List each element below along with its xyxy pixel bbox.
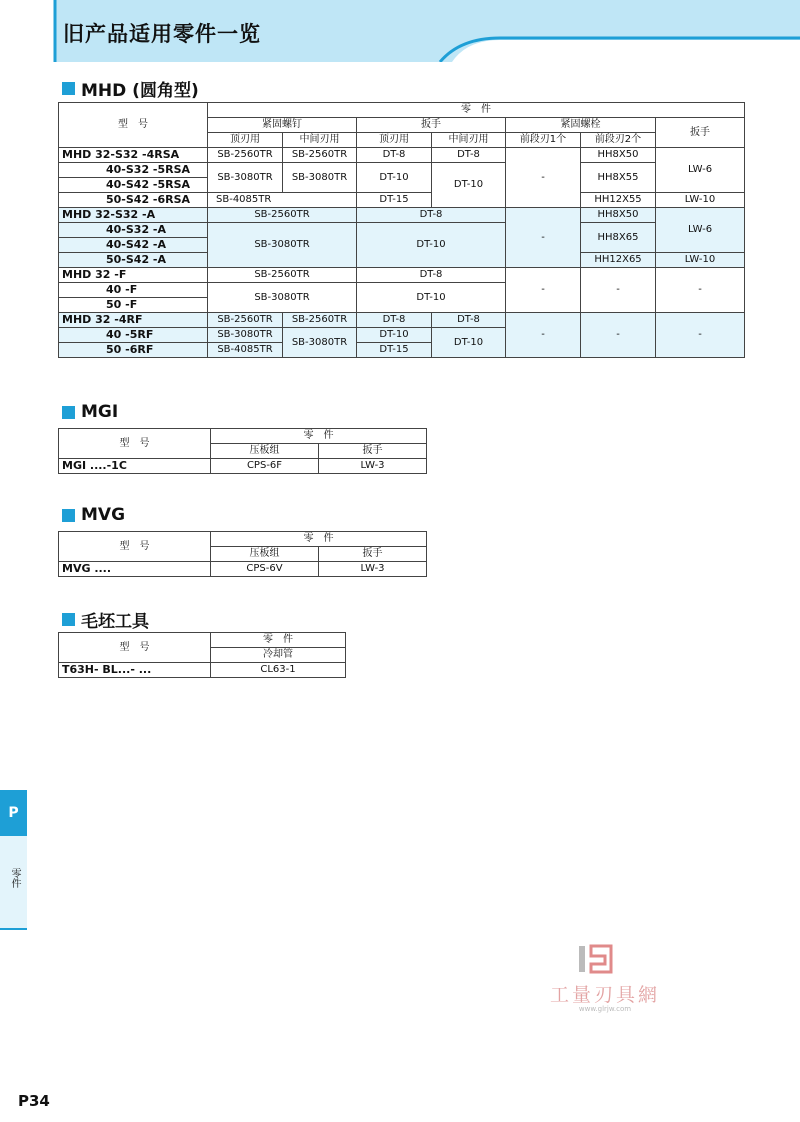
page-number: P34 <box>18 1092 50 1110</box>
cell: SB-3080TR <box>208 163 283 193</box>
cell: SB-4085TR <box>208 343 283 358</box>
cell: DT-8 <box>357 268 506 283</box>
section-blank-tools <box>62 607 149 632</box>
cell: SB-3080TR <box>283 328 357 358</box>
side-tab-letter: P <box>0 790 27 836</box>
model-cell: MHD 32-S32 -4RSA <box>59 148 208 163</box>
cell: - <box>656 313 745 358</box>
cell: LW-6 <box>656 208 745 253</box>
cell: HH8X55 <box>581 163 656 193</box>
model-cell: 50-S42 -6RSA <box>59 193 208 208</box>
section-marker-icon <box>62 613 75 626</box>
model-cell: 40-S42 -5RSA <box>59 178 208 193</box>
cell: SB-2560TR <box>208 268 357 283</box>
model-cell: MHD 32 -F <box>59 268 208 283</box>
model-cell: 50 -F <box>59 298 208 313</box>
cell: CPS-6V <box>211 562 319 577</box>
model-cell: 40 -F <box>59 283 208 298</box>
section-marker-icon <box>62 509 75 522</box>
cell: DT-10 <box>432 328 506 358</box>
cell: LW-10 <box>656 193 745 208</box>
cell: DT-10 <box>432 163 506 208</box>
mvg-table <box>58 531 427 577</box>
cell: SB-2560TR <box>208 148 283 163</box>
col-header-top: 顶刃用 <box>208 133 283 148</box>
col-header-wrench: 扳手 <box>319 547 427 562</box>
section-marker-icon <box>62 82 75 95</box>
cell: LW-3 <box>319 562 427 577</box>
model-cell: MHD 32-S32 -A <box>59 208 208 223</box>
cell: DT-10 <box>357 163 432 193</box>
cell: DT-8 <box>432 148 506 163</box>
side-tab-label-box <box>0 836 27 930</box>
side-tab[interactable] <box>0 790 27 930</box>
col-header-model: 型 号 <box>59 633 211 663</box>
cell: DT-8 <box>357 148 432 163</box>
cell: - <box>506 268 581 313</box>
col-header-model: 型 号 <box>59 429 211 459</box>
cell: DT-10 <box>357 223 506 268</box>
cell: DT-10 <box>357 283 506 313</box>
section-mhd <box>62 76 199 101</box>
cell: SB-3080TR <box>208 283 357 313</box>
model-cell: 40-S42 -A <box>59 238 208 253</box>
mgi-table <box>58 428 427 474</box>
section-title: MHD (圆角型) <box>81 81 199 101</box>
cell: DT-15 <box>357 343 432 358</box>
model-cell: T63H- BL...- ... <box>59 663 211 678</box>
col-header-bolt: 紧固螺栓 <box>506 118 656 133</box>
model-cell: 40 -5RF <box>59 328 208 343</box>
col-header-spanner: 扳手 <box>656 118 745 148</box>
cell: HH8X50 <box>581 208 656 223</box>
col-header-model: 型 号 <box>59 103 208 148</box>
col-header-clamp: 压板组 <box>211 444 319 459</box>
col-header-parts: 零 件 <box>211 633 346 648</box>
cell: LW-3 <box>319 459 427 474</box>
cell: DT-15 <box>357 193 432 208</box>
model-cell: MGI ....-1C <box>59 459 211 474</box>
col-header-front1: 前段刃1个 <box>506 133 581 148</box>
col-header-parts: 零 件 <box>211 429 427 444</box>
model-cell: 50 -6RF <box>59 343 208 358</box>
cell: CPS-6F <box>211 459 319 474</box>
cell: SB-4085TR <box>208 193 357 208</box>
side-tab-label: 零件 <box>9 868 20 888</box>
section-mvg <box>62 505 125 525</box>
section-marker-icon <box>62 406 75 419</box>
cell: CL63-1 <box>211 663 346 678</box>
col-header-cooling: 冷却管 <box>211 648 346 663</box>
cell: DT-8 <box>357 208 506 223</box>
cell: - <box>581 268 656 313</box>
model-cell: 40-S32 -5RSA <box>59 163 208 178</box>
cell: - <box>506 148 581 208</box>
col-header-wrench: 扳手 <box>357 118 506 133</box>
model-cell: MHD 32 -4RF <box>59 313 208 328</box>
cell: HH12X65 <box>581 253 656 268</box>
cell: DT-8 <box>357 313 432 328</box>
cell: SB-2560TR <box>283 313 357 328</box>
watermark-text: 工量刃具網 <box>549 984 660 1006</box>
model-cell: 50-S42 -A <box>59 253 208 268</box>
watermark-logo-icon <box>577 942 617 978</box>
col-header-parts: 零 件 <box>211 532 427 547</box>
col-header-clamp: 压板组 <box>211 547 319 562</box>
cell: HH8X50 <box>581 148 656 163</box>
cell: - <box>506 313 581 358</box>
col-header-wrench: 扳手 <box>319 444 427 459</box>
section-title: MGI <box>81 402 119 422</box>
page-header <box>0 0 800 62</box>
cell: SB-3080TR <box>208 328 283 343</box>
cell: - <box>506 208 581 268</box>
mhd-table <box>58 102 745 358</box>
section-mgi <box>62 402 118 422</box>
cell: SB-2560TR <box>283 148 357 163</box>
model-cell: 40-S32 -A <box>59 223 208 238</box>
blank-table <box>58 632 346 678</box>
model-cell: MVG .... <box>59 562 211 577</box>
cell: - <box>656 268 745 313</box>
cell: SB-3080TR <box>283 163 357 193</box>
cell: HH8X65 <box>581 223 656 253</box>
cell: HH12X55 <box>581 193 656 208</box>
col-header-mid: 中间刃用 <box>283 133 357 148</box>
col-header-mid: 中间刃用 <box>432 133 506 148</box>
cell: SB-2560TR <box>208 208 357 223</box>
cell: LW-10 <box>656 253 745 268</box>
col-header-parts: 零 件 <box>208 103 745 118</box>
cell: LW-6 <box>656 148 745 193</box>
watermark-url: www.glrjw.com <box>578 1005 632 1013</box>
cell: DT-8 <box>432 313 506 328</box>
section-title: 毛坯工具 <box>81 612 149 632</box>
col-header-model: 型 号 <box>59 532 211 562</box>
cell: SB-3080TR <box>208 223 357 268</box>
col-header-front2: 前段刃2个 <box>581 133 656 148</box>
watermark <box>535 942 675 1022</box>
page-title: 旧产品适用零件一览 <box>63 22 261 46</box>
col-header-screw: 紧固螺钉 <box>208 118 357 133</box>
cell: - <box>581 313 656 358</box>
cell: SB-2560TR <box>208 313 283 328</box>
cell: DT-10 <box>357 328 432 343</box>
col-header-top: 顶刃用 <box>357 133 432 148</box>
section-title: MVG <box>81 505 126 525</box>
